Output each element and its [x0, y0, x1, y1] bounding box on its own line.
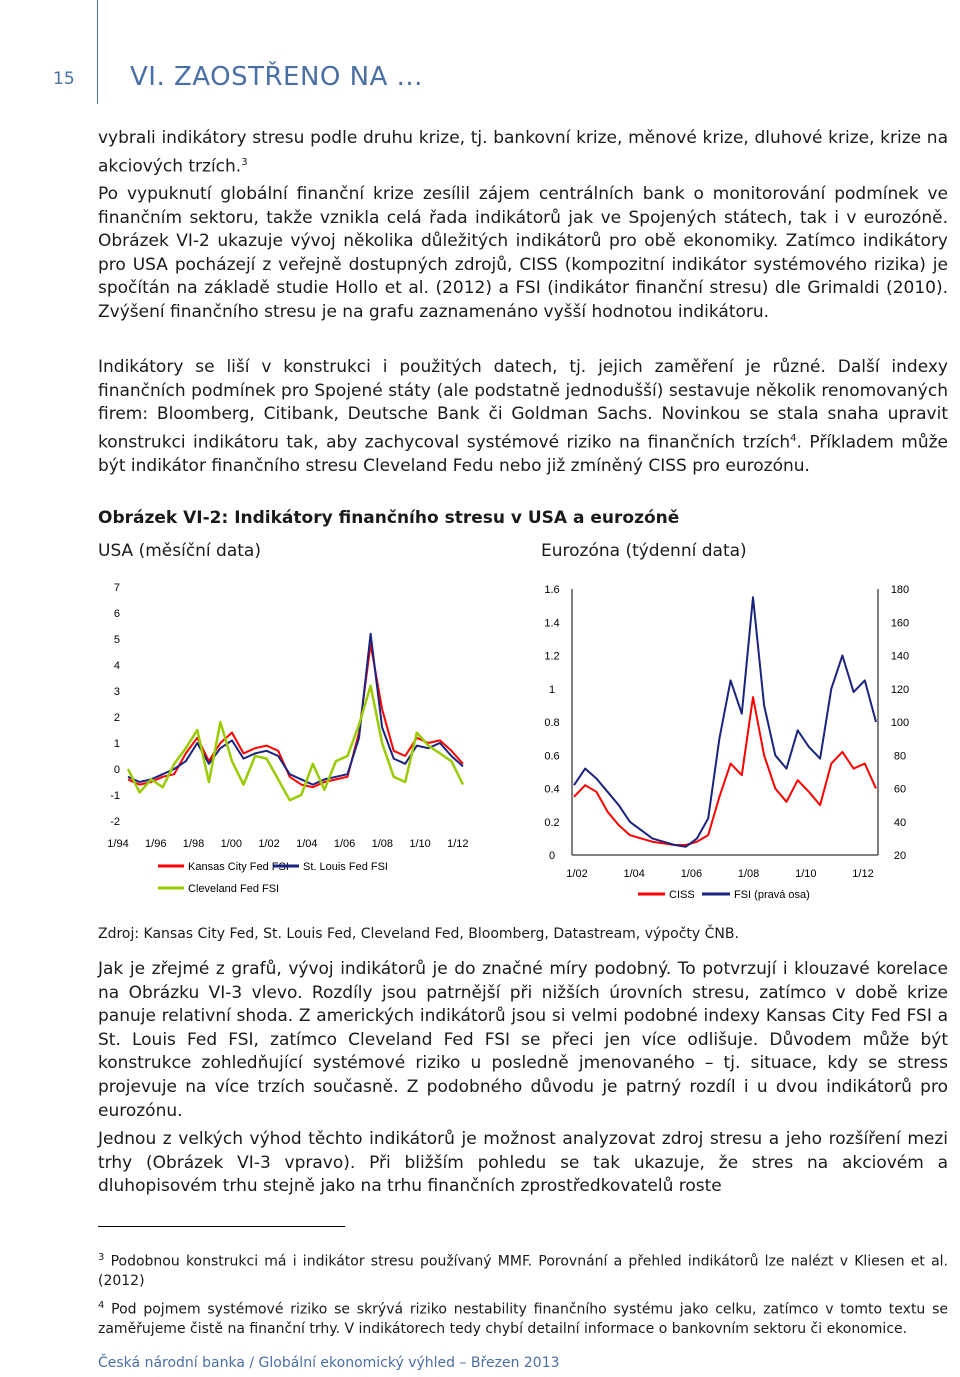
usa-x-tick-label: 1/98	[182, 838, 205, 850]
ez-x-tick-label: 1/08	[737, 868, 760, 880]
ez-y2-tick-label: 120	[890, 683, 910, 696]
usa-y-tick-label: 0	[113, 764, 120, 776]
ez-legend-label: FSI (pravá osa)	[734, 889, 810, 901]
usa-y-tick-label: -1	[110, 790, 120, 802]
footnote-ref-3[interactable]: 3	[241, 156, 248, 168]
usa-y-tick-label: 4	[113, 660, 120, 672]
footnote-3-text: Podobnou konstrukci má i indikátor stresu používaný MMF. Porovnání a přehled indikátorů lze nalézt v Kliesen et al. (2012)	[98, 1253, 948, 1289]
paragraph-3	[98, 356, 948, 479]
usa-x-tick-label: 1/08	[371, 838, 394, 850]
ez-x-tick-label: 1/02	[566, 868, 588, 880]
usa-y-tick-label: 1	[113, 738, 120, 750]
eurozone-chart	[520, 575, 930, 914]
footnote-3-number: 3	[98, 1252, 105, 1263]
usa-legend-label: Cleveland Fed FSI	[188, 883, 280, 895]
ez-x-tick-label: 1/12	[852, 868, 874, 880]
section-title: VI. ZAOSTŘENO NA ...	[130, 62, 423, 92]
ez-y-tick-label: 0.6	[544, 750, 560, 763]
ez-y-tick-label: 0.2	[544, 816, 560, 829]
usa-x-tick-label: 1/10	[409, 838, 431, 850]
usa-series-line-1	[128, 634, 463, 785]
usa-x-tick-label: 1/04	[296, 838, 318, 850]
usa-y-tick-label: 7	[113, 582, 120, 594]
ez-y2-tick-label: 160	[890, 617, 910, 630]
ez-y-tick-label: 0	[548, 850, 556, 862]
paragraph-4: Jak je zřejmé z grafů, vývoj indikátorů je do značné míry podobný. To potvrzují i klouzavé korelace na Obrázku VI-3 vlevo. Rozdíly jsou patrnější při nižších úrovních stresu, zatímco v době krize panuje relativní shoda. Z amerických indikátorů jsou si velmi podobné indexy Kansas City Fed FSI a St. Louis Fed FSI, zatímco Cleveland Fed FSI se přeci jen více odlišuje. Důvodem může být konstrukce zohledňující systémové riziko u posledně jmenovaného – tj. situace, kdy se stress projevuje na více trzích současně. Z podobného důvodu je patrný rozdíl i u dvou indikátorů pro eurozónu.	[98, 959, 948, 1121]
usa-chart-svg	[98, 575, 478, 905]
ez-series-line-0	[574, 697, 876, 845]
footnote-4-number: 4	[98, 1300, 105, 1311]
usa-legend-label: Kansas City Fed FSI	[188, 861, 289, 873]
ez-series-line-1	[574, 597, 876, 846]
page-number: 15	[53, 69, 75, 89]
left-chart-subtitle: USA (měsíční data)	[98, 541, 261, 561]
usa-x-tick-label: 1/12	[447, 838, 469, 850]
ez-y2-tick-label: 80	[893, 750, 907, 763]
paragraph-2: Po vypuknutí globální finanční krize zesílil zájem centrálních bank o monitorování podmínek ve finančním sektoru, takže vznikla celá řada indikátorů jak ve Spojených státech, tak i v eurozóně. Obrázek VI-2 ukazuje vývoj několika důležitých indikátorů pro obě ekonomiky. Zatímco indikátory pro USA pocházejí z veřejně dostupných zdrojů, CISS (kompozitní indikátor systémového rizika) je spočítán na základě studie Hollo et al. (2012) a FSI (indikátor finanční stresu) dle Grimaldi (2010). Zvýšení finančního stresu je na grafu zaznamenáno vyšší hodnotou indikátoru.	[98, 184, 948, 322]
paragraph-1	[98, 127, 948, 179]
ez-y-tick-label: 1.4	[544, 617, 560, 630]
ez-x-tick-label: 1/06	[680, 868, 703, 880]
usa-chart	[98, 575, 478, 909]
eurozone-chart-svg	[520, 575, 930, 910]
ez-y2-tick-label: 20	[893, 850, 907, 862]
usa-x-tick-label: 1/94	[107, 838, 129, 850]
usa-x-tick-label: 1/96	[145, 838, 167, 850]
usa-x-tick-label: 1/02	[258, 838, 280, 850]
usa-x-tick-label: 1/00	[220, 838, 242, 850]
ez-y-tick-label: 0.8	[544, 717, 560, 729]
right-chart-subtitle: Eurozóna (týdenní data)	[541, 541, 747, 561]
ez-y-tick-label: 1.6	[544, 584, 560, 596]
figure-title: Obrázek VI-2: Indikátory finančního stresu v USA a eurozóně	[98, 508, 680, 528]
footnote-ref-4[interactable]: 4	[790, 432, 797, 444]
paragraph-1-text: vybrali indikátory stresu podle druhu krize, tj. bankovní krize, měnové krize, dluhové krize, krize na akciových trzích.	[98, 128, 948, 177]
paragraph-5: Jednou z velkých výhod těchto indikátorů je možnost analyzovat zdroj stresu a jeho rozšíření mezi trhy (Obrázek VI-3 vpravo). Při bližším pohledu se tak ukazuje, že stres na akciovém a dluhopisovém trhu stejně jako na trhu finančních zprostředkovatelů roste	[98, 1129, 948, 1197]
usa-y-tick-label: 2	[113, 712, 120, 724]
ez-y2-tick-label: 40	[893, 816, 907, 829]
ez-y-tick-label: 0.4	[544, 783, 560, 796]
ez-y2-tick-label: 180	[890, 584, 910, 596]
usa-y-tick-label: 3	[113, 686, 120, 698]
ez-legend-label: CISS	[669, 889, 695, 901]
footnote-4	[98, 1296, 948, 1339]
usa-x-tick-label: 1/06	[333, 838, 356, 850]
figure-source: Zdroj: Kansas City Fed, St. Louis Fed, Cleveland Fed, Bloomberg, Datastream, výpočty ČNB.	[98, 926, 739, 942]
footnote-3	[98, 1248, 948, 1291]
page-footer: Česká národní banka / Globální ekonomický výhled – Březen 2013	[98, 1355, 560, 1371]
usa-y-tick-label: -2	[110, 816, 120, 828]
ez-x-tick-label: 1/04	[623, 868, 645, 880]
ez-y2-tick-label: 100	[890, 717, 910, 729]
ez-y2-tick-label: 60	[893, 783, 907, 796]
footnote-divider	[98, 1226, 345, 1227]
paragraph-3-text-a: Indikátory se liší v konstrukci i použitých datech, tj. jejich zaměření je různé. Další indexy finančních podmínek pro Spojené státy (ale podstatně jednodušší) sestavuje několik renomovaných firem: Bloomberg, Citibank, Deutsche Bank či Goldman Sachs. Novinkou se stala snaha upravit konstrukci indikátoru tak, aby zachycoval systémové riziko na finančních trzích	[98, 357, 948, 453]
ez-x-tick-label: 1/10	[795, 868, 817, 880]
ez-y-tick-label: 1.2	[544, 650, 560, 663]
ez-y2-tick-label: 140	[890, 650, 910, 663]
paragraph-3-text-b: . Příkladem může být indikátor finančního stresu Cleveland Fedu nebo již zmíněný CISS pro eurozónu.	[98, 432, 949, 477]
header-divider	[97, 0, 98, 104]
footnote-4-text: Pod pojmem systémové riziko se skrývá riziko nestability finančního systému jako celku, zatímco v tomto textu se zaměřujeme čistě na finanční trhy. V indikátorech tedy chybí detailní informace o bankovním sektoru či ekonomice.	[98, 1301, 949, 1337]
ez-y-tick-label: 1	[548, 683, 556, 696]
usa-y-tick-label: 6	[113, 608, 120, 620]
usa-y-tick-label: 5	[113, 634, 120, 646]
usa-legend-label: St. Louis Fed FSI	[303, 861, 388, 873]
